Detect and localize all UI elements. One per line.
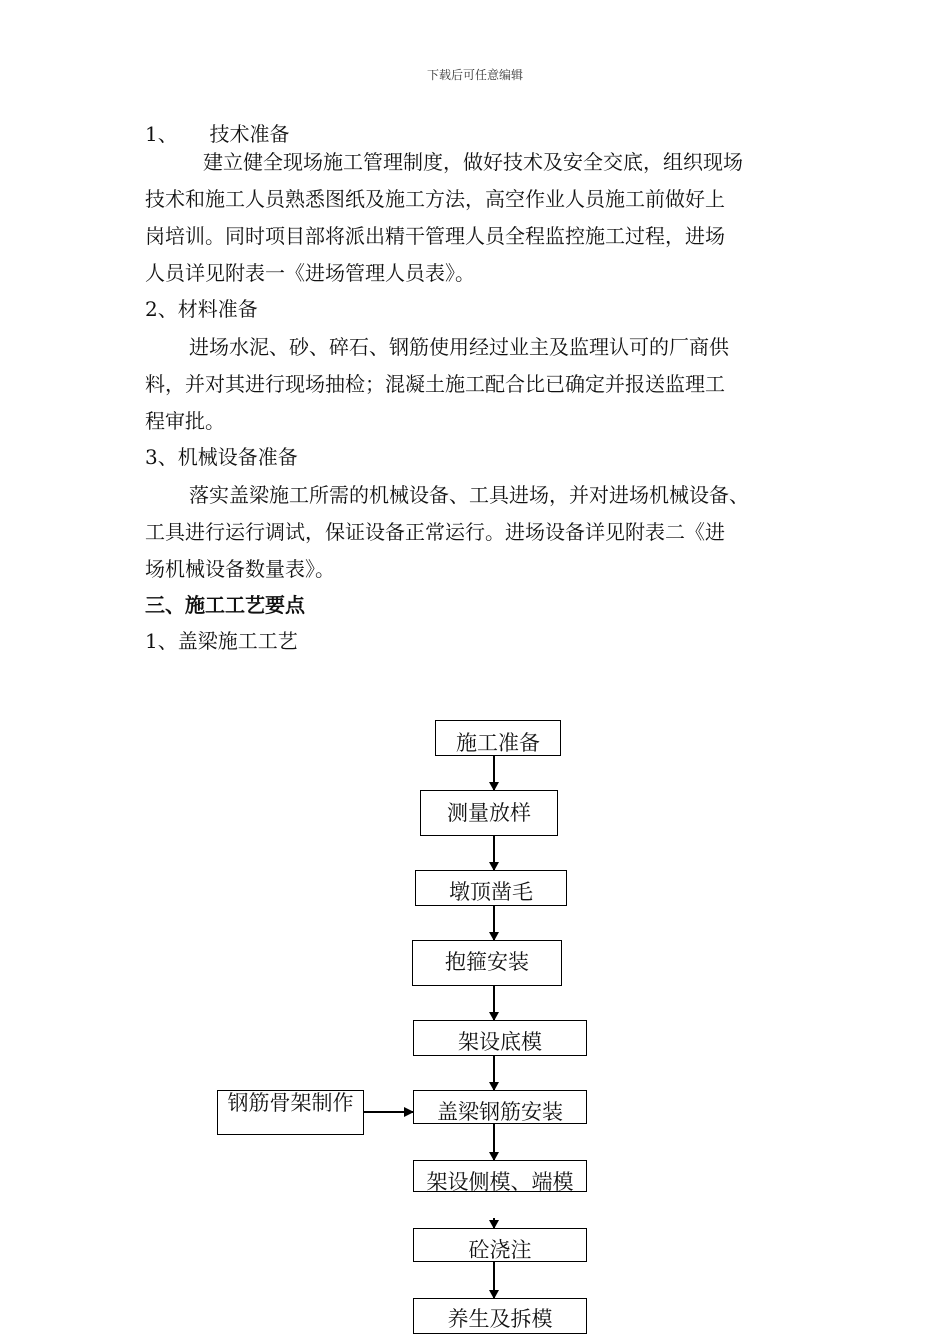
section-1-title: 1、 技术准备 xyxy=(145,122,290,146)
flow-arrow xyxy=(493,906,495,940)
page-header: 下载后可任意编辑 xyxy=(426,68,523,82)
subsection-1-title: 1、盖梁施工工艺 xyxy=(145,629,298,653)
flow-step-1: 施工准备 xyxy=(435,720,561,756)
flow-step-3: 墩顶凿毛 xyxy=(415,870,567,906)
paragraph-line: 工具进行运行调试，保证设备正常运行。进场设备详见附表二《进 xyxy=(145,520,725,544)
paragraph-line: 场机械设备数量表》。 xyxy=(145,557,335,581)
paragraph-line: 进场水泥、砂、碎石、钢筋使用经过业主及监理认可的厂商供 xyxy=(189,335,729,359)
flow-arrow xyxy=(493,1262,495,1298)
flow-arrow xyxy=(493,836,495,870)
section-2-title: 2、材料准备 xyxy=(145,297,258,321)
flow-step-9: 养生及拆模 xyxy=(413,1298,587,1334)
paragraph-line: 人员详见附表一《进场管理人员表》。 xyxy=(145,261,475,285)
section-3-title: 3、机械设备准备 xyxy=(145,445,298,469)
side-input-box: 钢筋骨架制作 xyxy=(217,1090,364,1135)
part-3-heading: 三、施工工艺要点 xyxy=(145,593,305,617)
flow-arrow xyxy=(493,756,495,790)
flow-step-8: 砼浇注 xyxy=(413,1228,587,1262)
flow-arrow xyxy=(493,986,495,1020)
paragraph-line: 料，并对其进行现场抽检；混凝土施工配合比已确定并报送监理工 xyxy=(145,372,725,396)
flow-step-4: 抱箍安装 xyxy=(412,940,562,986)
flow-step-2: 测量放样 xyxy=(420,790,558,836)
side-arrow xyxy=(364,1111,413,1113)
flow-step-7: 架设侧模、端模 xyxy=(413,1160,587,1192)
flow-arrow xyxy=(493,1124,495,1160)
paragraph-line: 建立健全现场施工管理制度，做好技术及安全交底，组织现场 xyxy=(203,150,743,174)
flow-arrow xyxy=(493,1056,495,1090)
flow-arrow xyxy=(493,1218,495,1228)
paragraph-line: 技术和施工人员熟悉图纸及施工方法，高空作业人员施工前做好上 xyxy=(145,187,725,211)
paragraph-line: 岗培训。同时项目部将派出精干管理人员全程监控施工过程，进场 xyxy=(145,224,725,248)
paragraph-line: 落实盖梁施工所需的机械设备、工具进场，并对进场机械设备、 xyxy=(189,483,749,507)
paragraph-line: 程审批。 xyxy=(145,409,225,433)
flow-step-5: 架设底模 xyxy=(413,1020,587,1056)
flow-step-6: 盖梁钢筋安装 xyxy=(413,1090,587,1124)
